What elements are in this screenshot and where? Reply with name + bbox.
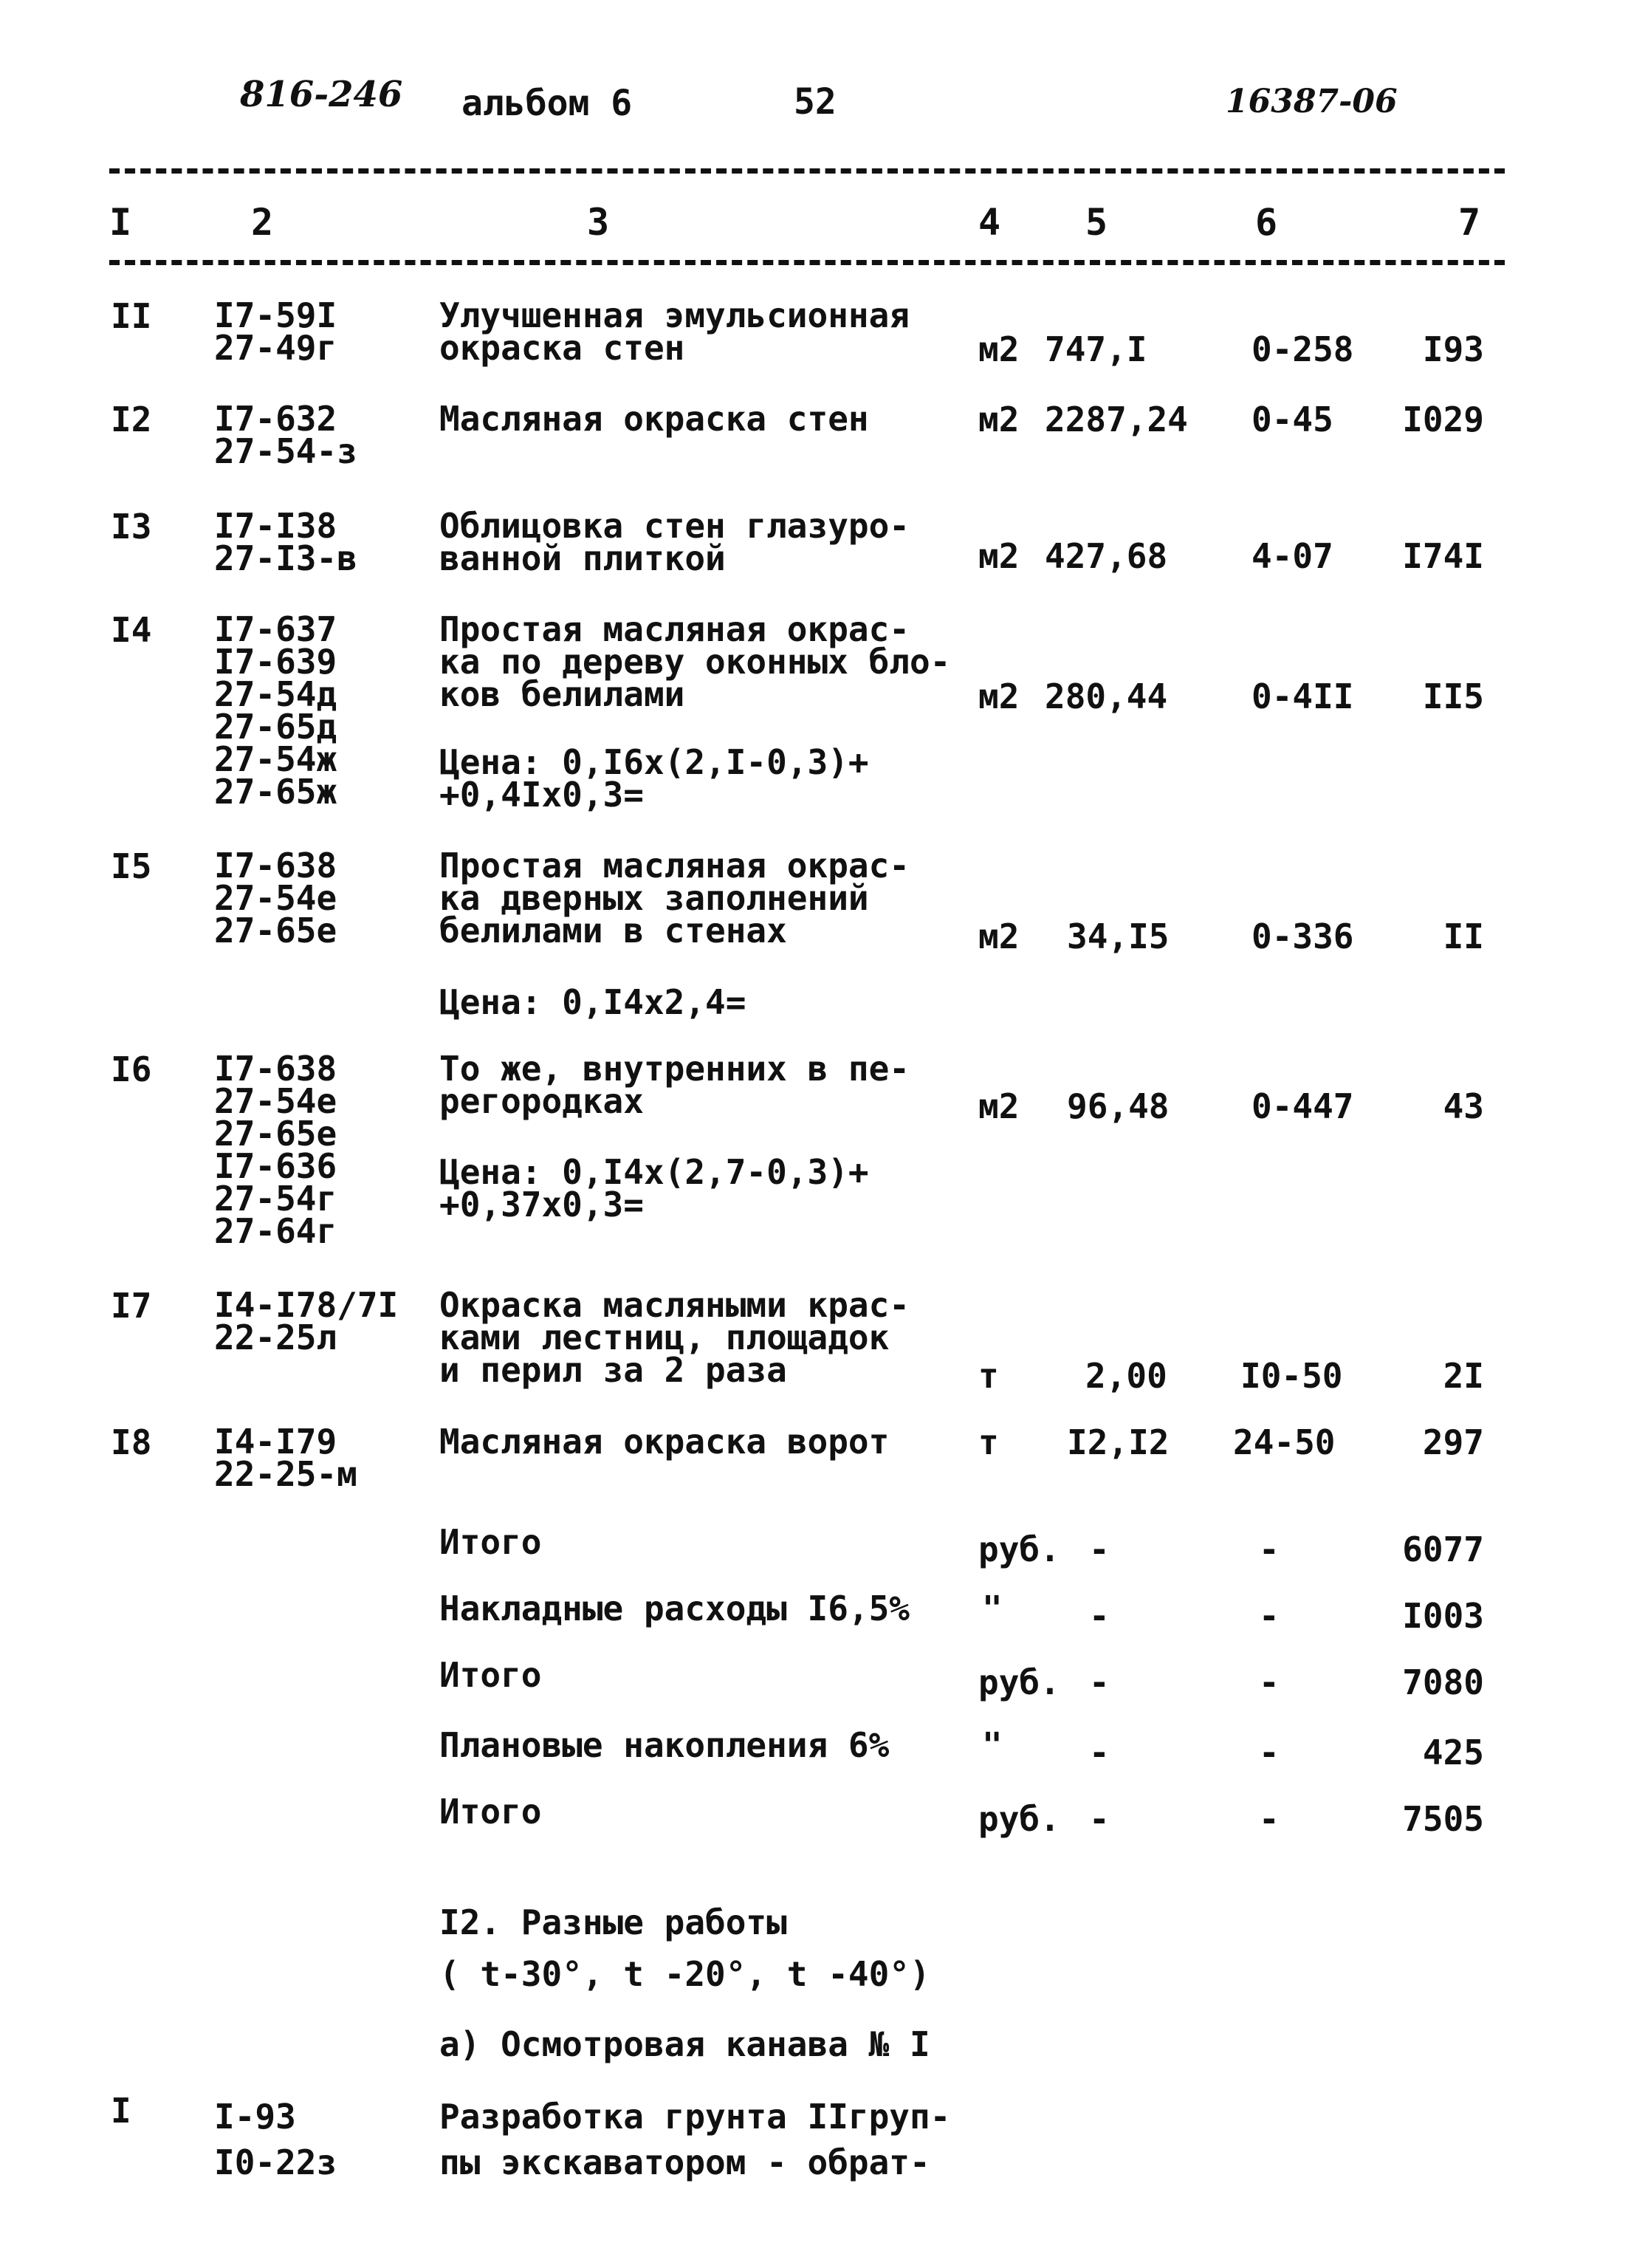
summary-unit: " (982, 1725, 1003, 1765)
row-number: I5 (111, 846, 152, 886)
row-price: 0-258 (1251, 329, 1354, 369)
summary-label: Итого (439, 1655, 542, 1695)
row-number: I7 (111, 1286, 152, 1326)
row-total: 2I (1443, 1356, 1484, 1396)
row-quantity: 427,68 (1045, 536, 1168, 576)
header-divider-top (109, 168, 1505, 174)
col-header-6: 6 (1255, 201, 1278, 244)
row-price: 0-447 (1251, 1086, 1354, 1126)
document-code: 816-246 (240, 74, 403, 115)
summary-unit: руб. (978, 1529, 1060, 1569)
row-quantity: 96,48 (1067, 1086, 1170, 1126)
summary-price: - (1259, 1596, 1280, 1636)
summary-price: - (1259, 1733, 1280, 1772)
row-unit: м2 (978, 329, 1020, 369)
row-number: I8 (111, 1422, 152, 1462)
summary-price: - (1259, 1529, 1280, 1569)
row-codes: I7-638 27-54е 27-65е (214, 846, 337, 950)
row-number: I3 (111, 507, 152, 547)
row-price: 0-45 (1251, 400, 1333, 439)
row-price: 24-50 (1233, 1422, 1336, 1462)
row-codes: I7-637 I7-639 27-54д 27-65д 27-54ж 27-65ж (214, 609, 337, 812)
row-number: I6 (111, 1049, 152, 1089)
row-price: 0-4II (1251, 676, 1354, 716)
row-codes: I7-638 27-54е 27-65е I7-636 27-54г 27-64г (214, 1049, 337, 1251)
summary-label: Накладные расходы I6,5% (439, 1589, 910, 1628)
row-price: 0-336 (1251, 917, 1354, 956)
row-quantity: 280,44 (1045, 676, 1168, 716)
row-total: I029 (1402, 400, 1484, 439)
row-description: Масляная окраска ворот (439, 1422, 890, 1462)
summary-total: I003 (1402, 1596, 1484, 1636)
row-total: II (1443, 917, 1484, 956)
row-description: Облицовка стен глазуро- ванной плиткой (439, 506, 910, 578)
summary-quantity: - (1089, 1662, 1110, 1702)
row-quantity: 2,00 (1085, 1356, 1167, 1396)
row-quantity: 34,I5 (1067, 917, 1170, 956)
row-unit: т (978, 1356, 999, 1396)
section-temperatures: ( t-30°, t -20°, t -40°) (439, 1954, 930, 1994)
section-subtitle: а) Осмотровая канава № I (439, 2024, 930, 2064)
row-codes: I4-I78/7I 22-25л (214, 1285, 399, 1357)
row-total: II5 (1422, 676, 1484, 716)
row-total: I93 (1422, 329, 1484, 369)
row-total: 297 (1422, 1422, 1484, 1462)
row-quantity: 747,I (1045, 329, 1147, 369)
row-total: I74I (1402, 536, 1484, 576)
summary-unit: руб. (978, 1662, 1060, 1702)
row-unit: м2 (978, 536, 1020, 576)
summary-quantity: - (1089, 1529, 1110, 1569)
row-number: I4 (111, 610, 152, 650)
col-header-3: 3 (587, 201, 610, 244)
row-unit: т (978, 1422, 999, 1462)
row-codes: I7-632 27-54-з (214, 399, 357, 471)
row-codes: I7-I38 27-I3-в (214, 506, 357, 578)
summary-total: 7505 (1402, 1799, 1484, 1839)
row-unit: м2 (978, 676, 1020, 716)
summary-total: 7080 (1402, 1662, 1484, 1702)
section-title: I2. Разные работы (439, 1902, 787, 1942)
row-price: 4-07 (1251, 536, 1333, 576)
row-price-note: Цена: 0,I6х(2,I-0,3)+ +0,4Iх0,3= (439, 742, 869, 815)
col-header-4: 4 (978, 201, 1001, 244)
summary-unit: " (982, 1589, 1003, 1628)
row-codes: I7-59I 27-49г (214, 295, 337, 368)
row-price: I0-50 (1240, 1356, 1343, 1396)
row-unit: м2 (978, 1086, 1020, 1126)
row-number: I2 (111, 400, 152, 439)
row-description: Разработка грунта IIгруп- пы экскаватором - обрат- (439, 2097, 951, 2182)
row-quantity: I2,I2 (1067, 1422, 1170, 1462)
row-codes: I-93 I0-22з (214, 2097, 337, 2182)
row-codes: I4-I79 22-25-м (214, 1422, 357, 1494)
album-label: альбом 6 (461, 83, 633, 124)
summary-total: 425 (1422, 1733, 1484, 1772)
summary-unit: руб. (978, 1799, 1060, 1839)
page-number: 52 (794, 81, 837, 123)
summary-quantity: - (1089, 1733, 1110, 1772)
row-description: Улучшенная эмульсионная окраска стен (439, 295, 910, 368)
row-description: То же, внутренних в пе- регородках (439, 1049, 910, 1121)
summary-label: Итого (439, 1792, 542, 1832)
col-header-2: 2 (251, 201, 274, 244)
row-number: II (111, 296, 152, 336)
row-unit: м2 (978, 917, 1020, 956)
row-number: I (111, 2091, 131, 2131)
col-header-1: I (109, 201, 132, 244)
col-header-7: 7 (1458, 201, 1481, 244)
col-header-5: 5 (1085, 201, 1108, 244)
inventory-number: 16387-06 (1226, 83, 1398, 120)
summary-price: - (1259, 1799, 1280, 1839)
row-description: Простая масляная окрас- ка по дереву оконных бло- ков белилами (439, 609, 951, 714)
summary-total: 6077 (1402, 1529, 1484, 1569)
row-unit: м2 (978, 400, 1020, 439)
row-quantity: 2287,24 (1045, 400, 1188, 439)
header-divider-bottom (109, 260, 1505, 265)
row-total: 43 (1443, 1086, 1484, 1126)
summary-price: - (1259, 1662, 1280, 1702)
row-description: Простая масляная окрас- ка дверных заполнений белилами в стенах (439, 846, 910, 950)
summary-label: Итого (439, 1522, 542, 1562)
summary-quantity: - (1089, 1596, 1110, 1636)
row-description: Масляная окраска стен (439, 399, 869, 439)
summary-quantity: - (1089, 1799, 1110, 1839)
row-description: Окраска масляными крас- ками лестниц, площадок и перил за 2 раза (439, 1285, 910, 1390)
summary-label: Плановые накопления 6% (439, 1725, 890, 1765)
row-price-note: Цена: 0,I4х2,4= (439, 982, 746, 1022)
row-price-note: Цена: 0,I4х(2,7-0,3)+ +0,37х0,3= (439, 1152, 869, 1224)
